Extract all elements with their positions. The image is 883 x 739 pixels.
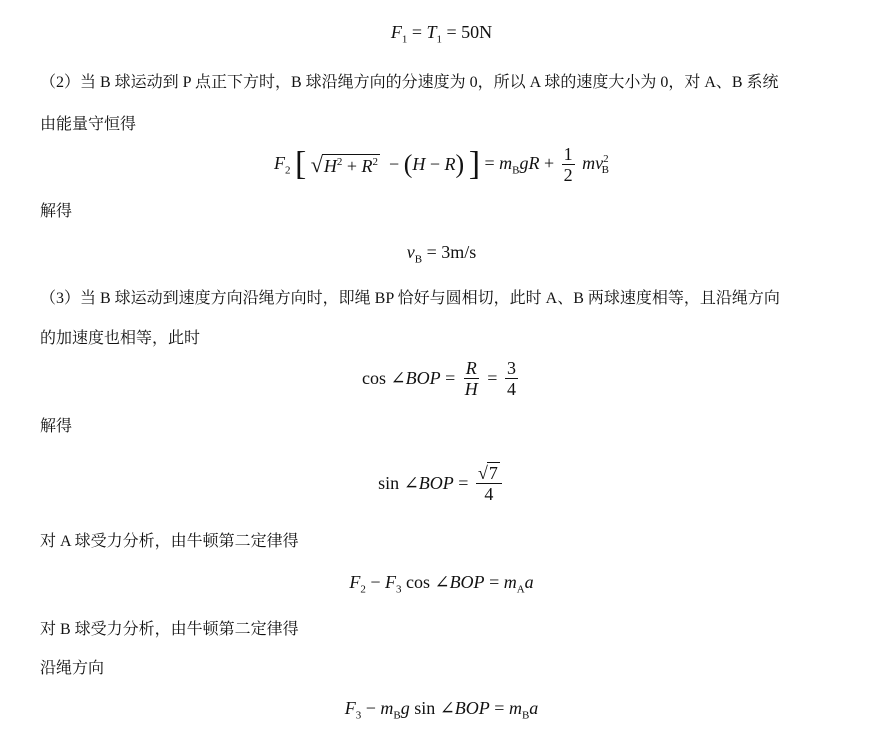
sin-label: sin [378,472,400,493]
label-solve-2: 解得 [40,418,73,435]
cos-label: cos [362,368,387,388]
label-solve-1: 解得 [40,203,73,220]
equation-sin: sin ∠BOP = $\frac{√7}{4}$ [0,462,883,504]
sin-root: 7 [488,463,498,483]
equation-energy: $F_2$ [ $√H^2 + R^2 - (H - R)$ ] = $m_BgR$ + $\frac{1}{2}$ $mv^2_B$ [273,144,610,185]
paragraph-3-line-2: 的加速度也相等，此时 [40,330,201,347]
paragraph-ball-a: 对 A 球受力分析，由牛顿第二定律得 [40,533,299,550]
equation-tension: $F_1 = T_1 = 50N$ [390,22,493,46]
paragraph-2-line-2: 由能量守恒得 [40,116,137,133]
equation-cos: cos ∠BOP = $\frac{R}{H}$ = $\frac{3}{4}$ [362,358,516,399]
cos-denominator: 4 [506,379,516,399]
paragraph-3-line-1: （3）当 B 球运动到速度方向沿绳方向时，即绳 BP 恰好与圆相切，此时 A、B 两球速度相等，且沿绳方向 [40,290,780,307]
cos-numerator: 3 [506,358,516,378]
paragraph-ball-b: 对 B 球受力分析，由牛顿第二定律得 [40,621,299,638]
equation-velocity: $v_B = 3m/s$ [406,242,477,266]
tension-value: 50N [461,22,493,42]
paragraph-2-line-1: （2）当 B 球运动到 P 点正下方时，B 球沿绳方向的分速度为 0，所以 A 球的速度大小为 0，对 A、B 系统 [40,74,779,91]
equation-ball-b: $F_3 - m_Bg$ sin ∠BOP = $m_Ba$ [344,698,539,722]
paragraph-rope-direction: 沿绳方向 [40,660,105,677]
sin-denominator: 4 [484,484,494,504]
equation-ball-a: $F_2 - F_3$ cos ∠BOP = $m_Aa$ [349,572,534,596]
velocity-value: 3m/s [441,242,477,262]
